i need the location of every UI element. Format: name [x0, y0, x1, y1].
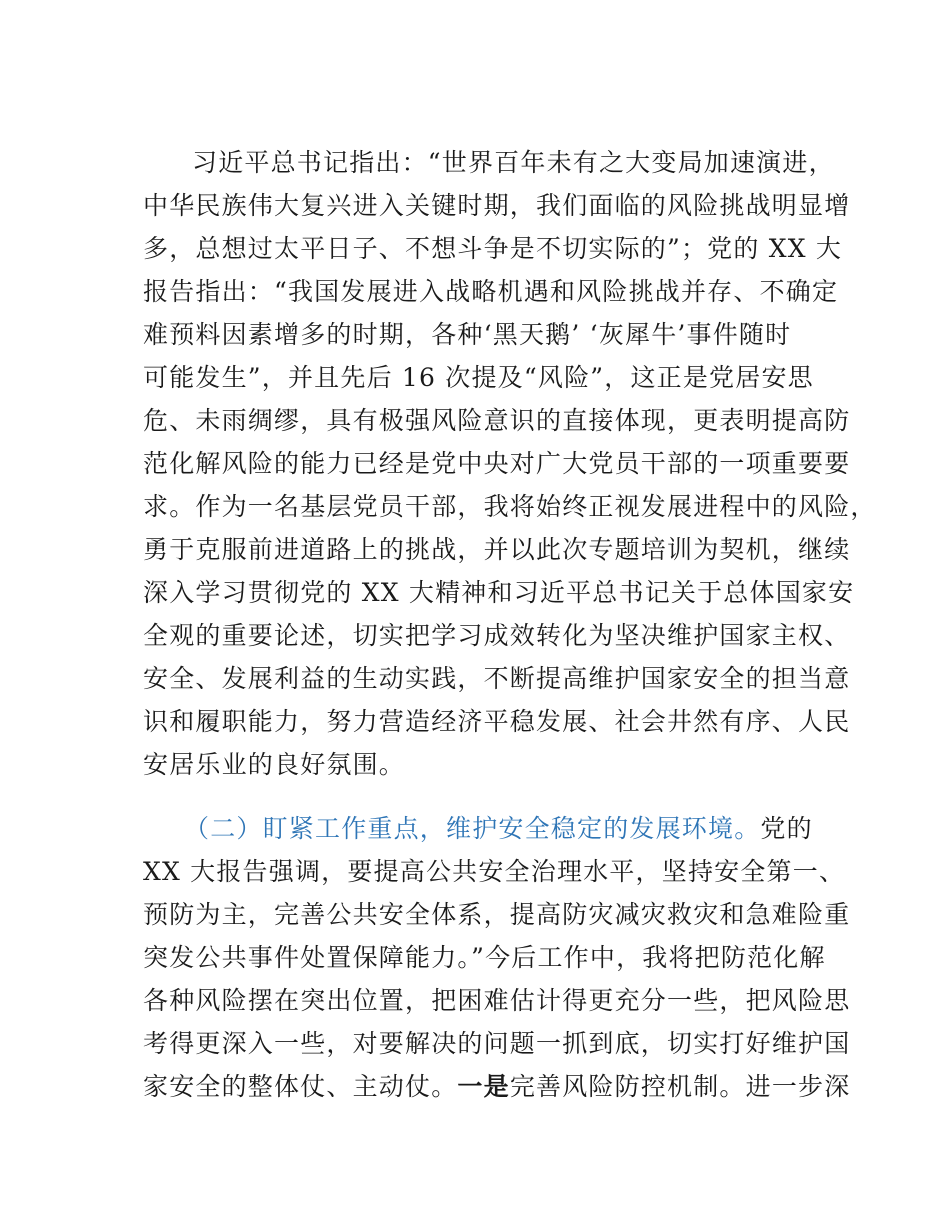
- p2-line-2: XX 大报告强调，要提高公共安全治理水平，坚持安全第一、: [143, 857, 846, 886]
- emphasis-label: 一是: [457, 1072, 510, 1101]
- p1-line-4: 报告指出：“我国发展进入战略机遇和风险挑战并存、不确定: [143, 277, 839, 306]
- p2-line-7-start: 家安全的整体仗、主动仗。: [143, 1072, 458, 1101]
- p1-line-8: 范化解风险的能力已经是党中央对广大党员干部的一项重要要: [143, 449, 851, 478]
- p1-line-6: 可能发生”，并且先后 16 次提及“风险”，这正是党居安思: [143, 363, 814, 392]
- p1-line-5: 难预料因素增多的时期，各种‘黑天鹅’ ‘灰犀牛’事件随时: [143, 320, 792, 349]
- p2-line-7-end: 完善风险防控机制。进一步深: [509, 1072, 851, 1101]
- p1-line-14: 识和履职能力，努力营造经济平稳发展、社会井然有序、人民: [143, 707, 851, 736]
- p2-line-3: 预防为主，完善公共安全体系，提高防灾减灾救灾和急难险重: [143, 900, 851, 929]
- p2-line-7: [143, 1070, 850, 1104]
- p2-line-6: 考得更深入一些，对要解决的问题一抓到底，切实打好维护国: [143, 1029, 851, 1058]
- p1-line-9: 求。作为一名基层党员干部，我将始终正视发展进程中的风险，: [143, 492, 877, 521]
- section-heading: （二）盯紧工作重点，维护安全稳定的发展环境。: [184, 814, 761, 843]
- p2-line-4: 突发公共事件处置保障能力。”今后工作中，我将把防范化解: [143, 943, 826, 972]
- p1-line-12: 全观的重要论述，切实把学习成效转化为坚决维护国家主权、: [143, 621, 851, 650]
- p1-line-10: 勇于克服前进道路上的挑战，并以此次专题培训为契机，继续: [143, 535, 851, 564]
- p1-line-2: 中华民族伟大复兴进入关键时期，我们面临的风险挑战明显增: [143, 191, 851, 220]
- p1-line-11: 深入学习贯彻党的 XX 大精神和习近平总书记关于总体国家安: [143, 578, 855, 607]
- p1-line-7: 危、未雨绸缪，具有极强风险意识的直接体现，更表明提高防: [143, 406, 851, 435]
- p1-line-3: 多，总想过太平日子、不想斗争是不切实际的”；党的 XX 大: [143, 234, 843, 263]
- p1-line-1: 习近平总书记指出：“世界百年未有之大变局加速演进，: [192, 148, 835, 177]
- p1-line-15: 安居乐业的良好氛围。: [143, 750, 406, 779]
- p1-line-13: 安全、发展利益的生动实践，不断提高维护国家安全的担当意: [143, 664, 851, 693]
- p2-line-1: [184, 812, 813, 846]
- p2-line-1-rest: 党的: [760, 814, 813, 843]
- p2-line-5: 各种风险摆在突出位置，把困难估计得更充分一些，把风险思: [143, 986, 851, 1015]
